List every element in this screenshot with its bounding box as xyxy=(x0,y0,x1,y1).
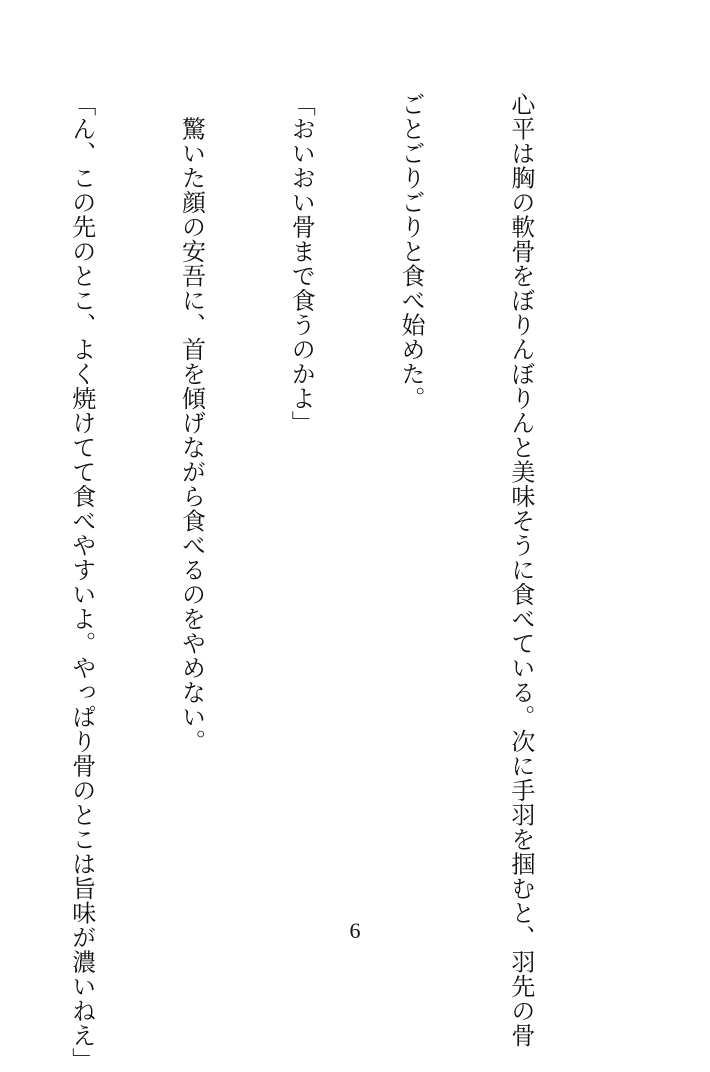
page-number: 6 xyxy=(349,918,361,943)
vertical-text-body xyxy=(0,92,612,1072)
text-line: 「おいおい骨まで食うのかよ」 xyxy=(287,92,316,435)
text-line: ごとごりごりと食べ始めた。 xyxy=(397,92,426,411)
text-line: 「ん、この先のとこ、よく焼けてて食べやすいよ。やっぱり骨のとこは旨味が濃いねえ」 xyxy=(67,92,96,1072)
text-line: 驚いた顔の安吾に、首を傾げながら食べるのをやめない。 xyxy=(177,92,206,754)
text-line: 心平は胸の軟骨をぼりんぼりんと美味そうに食べている。次に手羽を掴むと、羽先の骨 xyxy=(506,92,535,1048)
